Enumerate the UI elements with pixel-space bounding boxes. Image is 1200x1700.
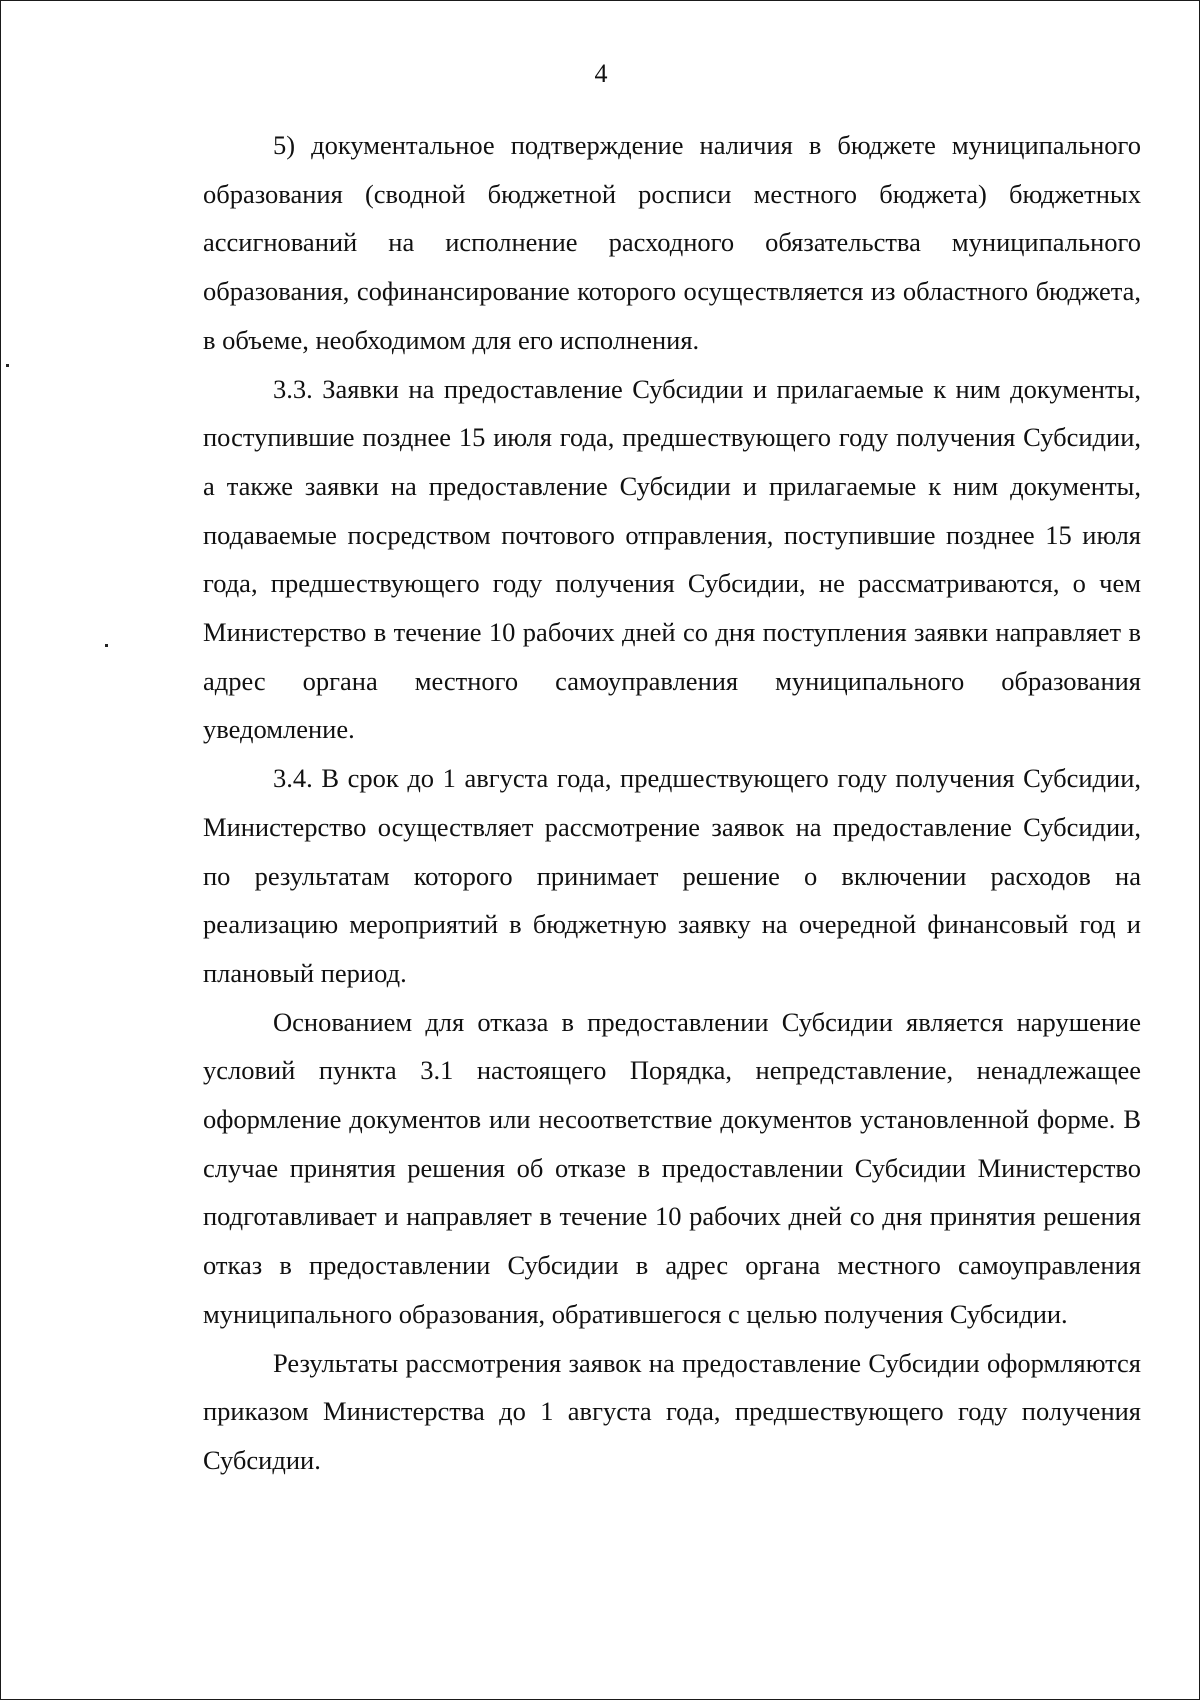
paragraph-refusal-grounds: Основанием для отказа в предоставлении Субсидии является нарушение условий пункта 3.1 настоящего Порядка, непредставление, ненадлежащее оформление документов или несоответствие документов установленной форме. В случае принятия решения об отказе в предоставлении Субсидии Министерство подготавливает и направляет в течение 10 рабочих дней со дня принятия решения отказ в предоставлении Субсидии в адрес органа местного самоуправления муниципального образования, обратившегося с целью получения Субсидии.	[203, 1006, 1141, 1329]
paragraph-item-5: 5) документальное подтверждение наличия в бюджете муниципального образования (сводной бюджетной росписи местного бюджета) бюджетных ассигнований на исполнение расходного обязательства муниципального образования, софинансирование которого осуществляется из областного бюджета, в объеме, необходимом для его исполнения.	[203, 130, 1141, 355]
page-number: 4	[594, 59, 608, 88]
paragraph-3-3: 3.3. Заявки на предоставление Субсидии и прилагаемые к ним документы, поступившие позднее 15 июля года, предшествующего году получения Субсидии, а также заявки на предоставление Субсидии и прилагаемые к ним документы, подаваемые посредством почтового отправления, поступившие позднее 15 июля года, предшествующего году получения Субсидии, не рассматриваются, о чем Министерство в течение 10 рабочих дней со дня поступления заявки направляет в адрес органа местного самоуправления муниципального образования уведомление.	[203, 373, 1141, 745]
scan-speck	[6, 364, 9, 367]
paragraph-3-4: 3.4. В срок до 1 августа года, предшествующего году получения Субсидии, Министерство осуществляет рассмотрение заявок на предоставление Субсидии, по результатам которого принимает решение о включении расходов на реализацию мероприятий в бюджетную заявку на очередной финансовый год и плановый период.	[203, 763, 1141, 988]
document-body	[203, 121, 1141, 1485]
scan-speck	[105, 644, 108, 647]
paragraph-results: Результаты рассмотрения заявок на предоставление Субсидии оформляются приказом Министерства до 1 августа года, предшествующего году получения Субсидии.	[203, 1347, 1141, 1475]
